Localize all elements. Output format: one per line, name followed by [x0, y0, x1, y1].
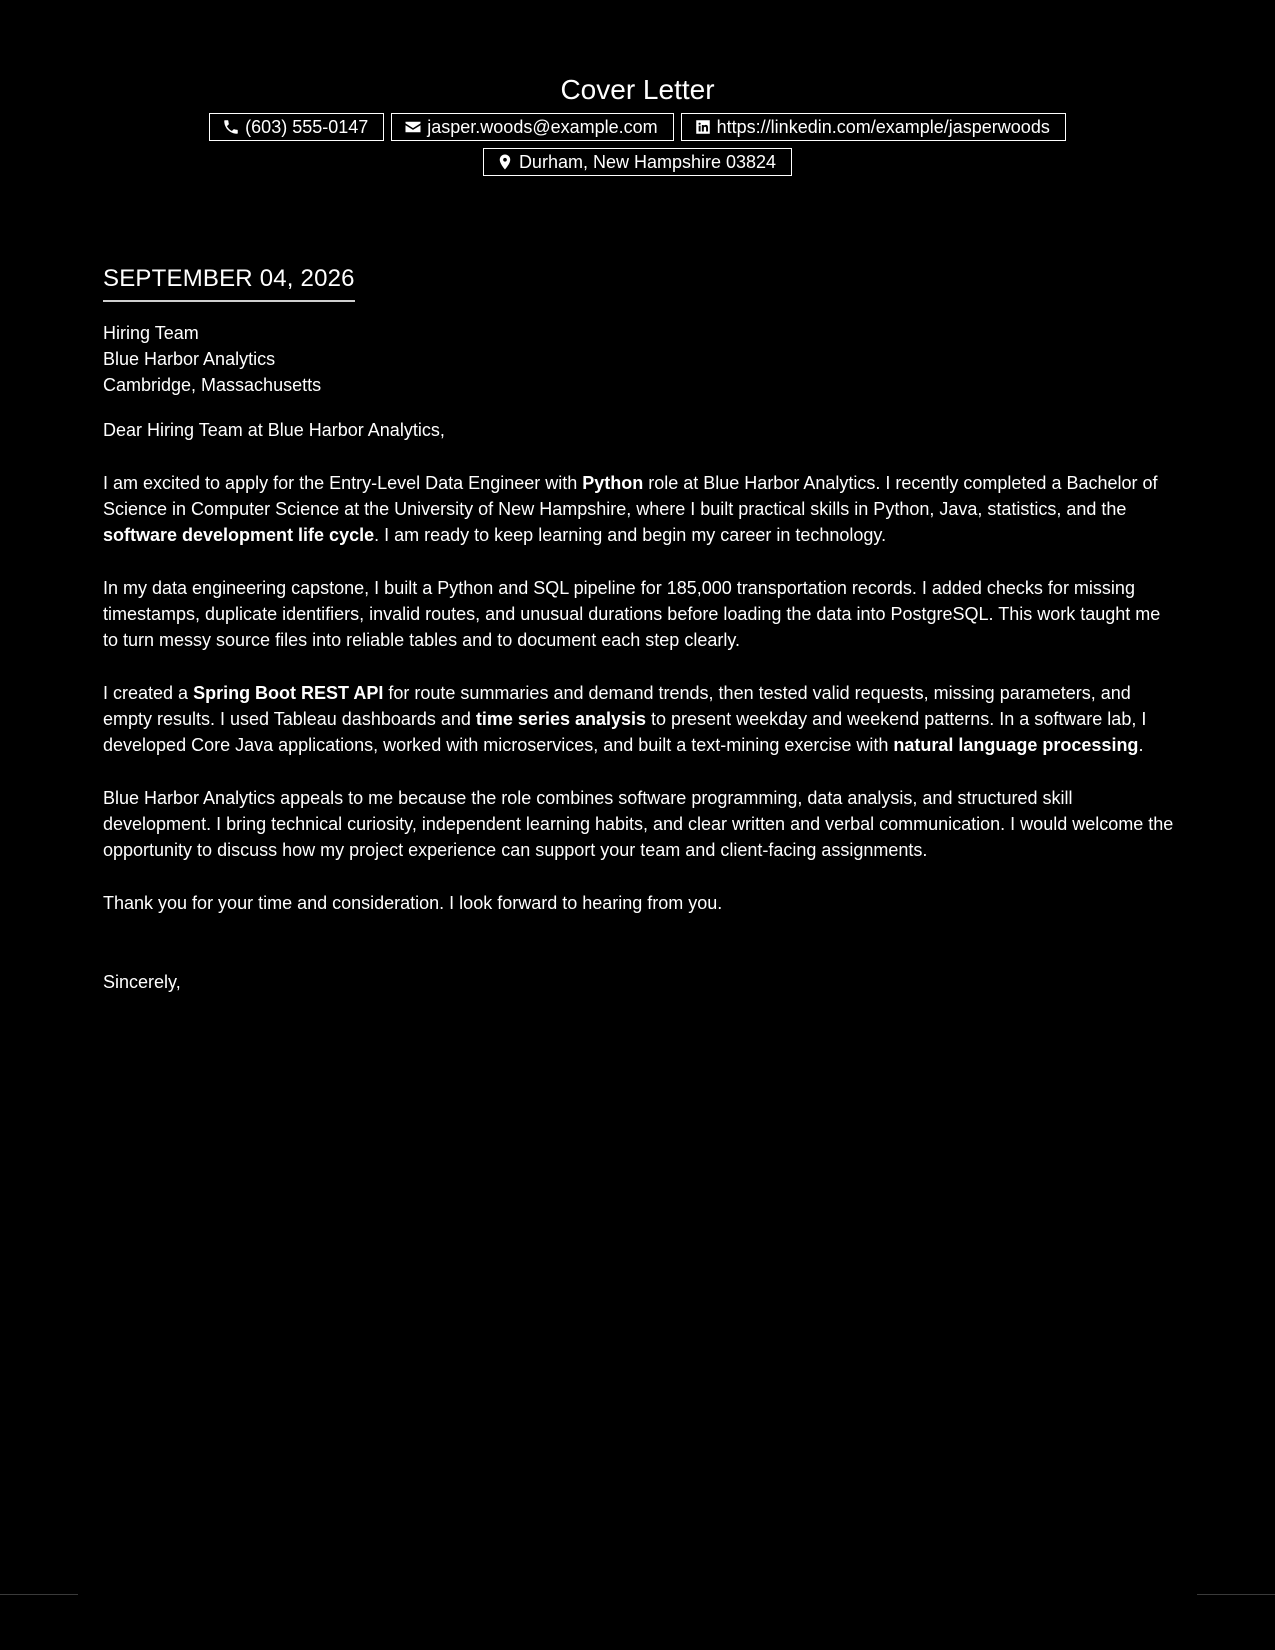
text-run: role at Blue Harbor Analytics. I recently completed a Bachelor of Science in Computer Science at the University of New Hampshire, where I built practical skills in Python, Java, statistics, and the: [103, 473, 1158, 519]
letter-body: [103, 264, 1178, 995]
phone-icon: [222, 118, 240, 136]
text-run: .: [1138, 735, 1144, 755]
text-run: . I am ready to keep learning and begin my career in technology.: [374, 525, 887, 545]
paragraph-projects: [103, 680, 1178, 758]
contact-row-location: [0, 148, 1275, 176]
text-run: In my data engineering capstone, I built a Python and SQL pipeline for 185,000 transportation records. I added checks for missing timestamps, duplicate identifiers, invalid routes, and unusual durations before loading the data into PostgreSQL. This work taught me to turn messy source files into reliable tables and to document each step clearly.: [103, 578, 1161, 650]
document-title: Cover Letter: [560, 74, 715, 105]
recipient-line: Hiring Team: [103, 323, 199, 343]
salutation: Dear Hiring Team at Blue Harbor Analytics,: [103, 420, 445, 440]
location-contact: [483, 148, 792, 176]
bold-text: time series analysis: [475, 709, 647, 729]
text-run: I am excited to apply for the Entry-Level Data Engineer with: [103, 473, 583, 493]
email-text: jasper.woods@example.com: [427, 117, 658, 137]
phone-contact[interactable]: [209, 113, 384, 141]
footer-divider-right: [1197, 1594, 1275, 1595]
envelope-icon: [404, 118, 422, 136]
text-run: for route summaries and demand trends, then tested valid requests, missing parameters, and empty results. I used Tableau dashboards and: [103, 683, 1131, 729]
text-run: to present weekday and weekend patterns. In a software lab, I developed Core Java applications, worked with microservices, and built a text-mining exercise with: [103, 709, 1147, 755]
paragraph-thanks: [103, 890, 1178, 916]
bold-text: natural language processing: [893, 735, 1139, 755]
text-run: Thank you for your time and consideration. I look forward to hearing from you.: [103, 893, 723, 913]
footer-divider-left: [0, 1594, 78, 1595]
phone-text: (603) 555-0147: [245, 117, 369, 137]
linkedin-text: https://linkedin.com/example/jasperwoods: [716, 117, 1050, 137]
paragraph-intro: [103, 470, 1178, 548]
closing: Sincerely,: [103, 972, 181, 992]
linkedin-icon: [694, 118, 712, 136]
recipient-line: Blue Harbor Analytics: [103, 349, 276, 369]
text-run: Blue Harbor Analytics appeals to me because the role combines software programming, data analysis, and structured skill development. I bring technical curiosity, independent learning habits, and clear written and verbal communication. I would welcome the opportunity to discuss how my project experience can support your team and client-facing assignments.: [103, 788, 1174, 860]
paragraph-capstone: [103, 575, 1178, 653]
bold-text: Python: [582, 473, 644, 493]
linkedin-contact[interactable]: [681, 113, 1066, 141]
bold-text: software development life cycle: [103, 525, 375, 545]
letter-header: [0, 70, 1275, 176]
map-marker-icon: [496, 153, 514, 171]
text-run: I created a: [103, 683, 194, 703]
email-contact[interactable]: [391, 113, 673, 141]
contact-row: [0, 113, 1275, 141]
bold-text: Spring Boot REST API: [193, 683, 384, 703]
paragraph-motivation: [103, 785, 1178, 863]
letter-date: SEPTEMBER 04, 2026: [103, 264, 355, 302]
recipient-line: Cambridge, Massachusetts: [103, 375, 322, 395]
location-text: Durham, New Hampshire 03824: [518, 152, 777, 172]
recipient-block: [103, 320, 1178, 398]
